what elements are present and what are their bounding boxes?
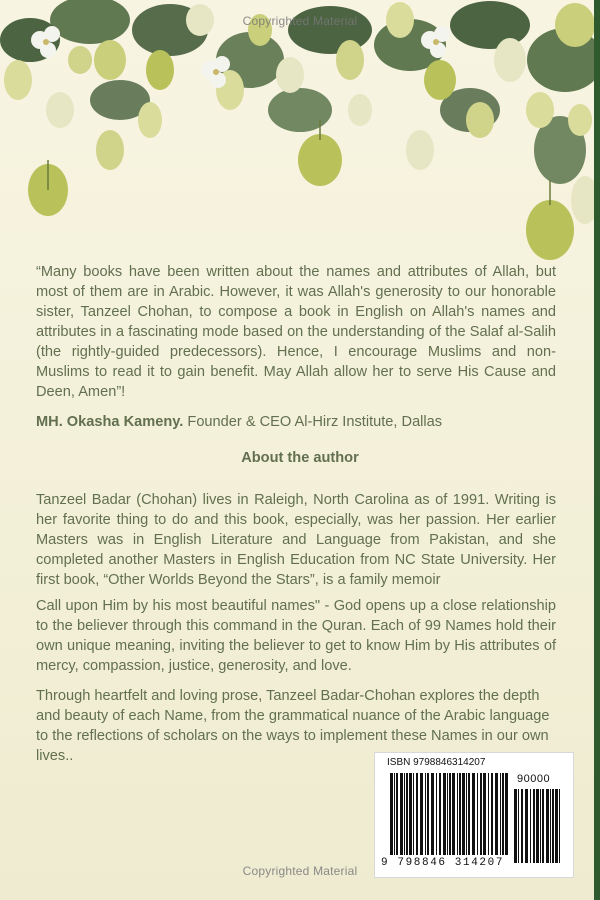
barcode-bar <box>559 789 560 863</box>
endorsement-attribution <box>36 412 556 432</box>
barcode-bar <box>555 789 558 863</box>
barcode-bar <box>427 773 429 855</box>
barcode-bar <box>505 773 508 855</box>
barcode-bar <box>521 789 523 863</box>
barcode-bar <box>491 773 493 855</box>
barcode-bar <box>533 789 535 863</box>
barcode-bar <box>449 773 451 855</box>
isbn-label: ISBN 9798846314207 <box>387 757 486 768</box>
barcode-bar <box>443 773 446 855</box>
barcode-bar <box>436 773 437 855</box>
barcode-bar <box>431 773 434 855</box>
barcode-bar <box>477 773 478 855</box>
barcode-bar <box>536 789 539 863</box>
barcode-bar <box>518 789 519 863</box>
attribution-role: Founder & CEO Al-Hirz Institute, Dallas <box>187 414 443 430</box>
watermark-bottom: Copyrighted Material <box>242 864 358 878</box>
barcode-bar <box>488 773 489 855</box>
barcode-bar <box>546 789 549 863</box>
barcode-bar <box>404 773 405 855</box>
foliage-illustration <box>0 0 600 270</box>
barcode-bar <box>495 773 498 855</box>
barcode-bar <box>500 773 501 855</box>
barcode-bar <box>525 789 528 863</box>
barcode-bar <box>447 773 448 855</box>
barcode-bar <box>530 789 531 863</box>
barcode-bars-main <box>389 773 509 863</box>
barcode-bar <box>550 789 551 863</box>
barcode-bar <box>468 773 470 855</box>
barcode-bar <box>409 773 412 855</box>
barcode-bar <box>439 773 441 855</box>
barcode-bar <box>480 773 482 855</box>
barcode-bar <box>420 773 423 855</box>
barcode-digits: 9 798846 314207 <box>381 857 505 869</box>
price-code: 90000 <box>517 773 551 785</box>
barcode-bar <box>394 773 395 855</box>
about-author-heading: About the author <box>241 450 359 466</box>
barcode-bar <box>483 773 486 855</box>
barcode-bar <box>502 773 504 855</box>
barcode-bar <box>466 773 467 855</box>
barcode-bar <box>514 789 517 863</box>
barcode-bar <box>457 773 458 855</box>
barcode-bar <box>390 773 393 855</box>
barcode-bar <box>396 773 398 855</box>
barcode-bar <box>459 773 461 855</box>
spine-edge <box>594 0 600 900</box>
description-paragraph-2: Through heartfelt and loving prose, Tanzeel Badar-Chohan explores the depth and beauty of each Name, from the grammatical nuance of the Arabic language to the reflections of scholars on the ways to implement these Names in our own lives.. <box>36 688 550 764</box>
barcode-bar <box>462 773 465 855</box>
barcode-bar <box>406 773 408 855</box>
barcode-bar <box>540 789 541 863</box>
barcode-bar <box>472 773 475 855</box>
barcode-bar <box>400 773 403 855</box>
barcode-bar <box>416 773 418 855</box>
barcode-bar <box>452 773 455 855</box>
barcode-bar <box>552 789 554 863</box>
description-paragraph-1: Call upon Him by his most beautiful names" - God opens up a close relationship to the believer through this command in the Quran. Each of 99 Names hold their own unique meaning, inviting the believer to get to know Him by His attributes of mercy, compassion, justice, generosity, and love. <box>36 598 556 674</box>
barcode-bar <box>413 773 414 855</box>
watermark-top: Copyrighted Material <box>242 14 358 28</box>
author-bio: Tanzeel Badar (Chohan) lives in Raleigh, North Carolina as of 1991. Writing is her favorite thing to do and this book, especially, was her passion. Her earlier Masters was in English Literature and Language from Pakistan, and she completed another Masters in English Education from NC State University. Her first book, “Other Worlds Beyond the Stars”, is a family memoir <box>36 492 556 588</box>
barcode-bar <box>542 789 544 863</box>
attribution-name: MH. Okasha Kameny. <box>36 414 184 430</box>
endorsement-quote: “Many books have been written about the names and attributes of Allah, but most of them are in Arabic. However, it was Allah's generosity to our honorable sister, Tanzeel Chohan, to compose a book in English on Allah's names and attributes in a fascinating mode based on the understanding of the Salaf al-Salih (the rightly-guided predecessors). Hence, I encourage Muslims and non-Muslims to read it to gain benefit. May Allah allow her to serve His Cause and Deen, Amen”! <box>36 264 556 400</box>
barcode-bars-addon <box>513 789 563 863</box>
barcode-bar <box>425 773 426 855</box>
isbn-barcode <box>374 752 574 878</box>
